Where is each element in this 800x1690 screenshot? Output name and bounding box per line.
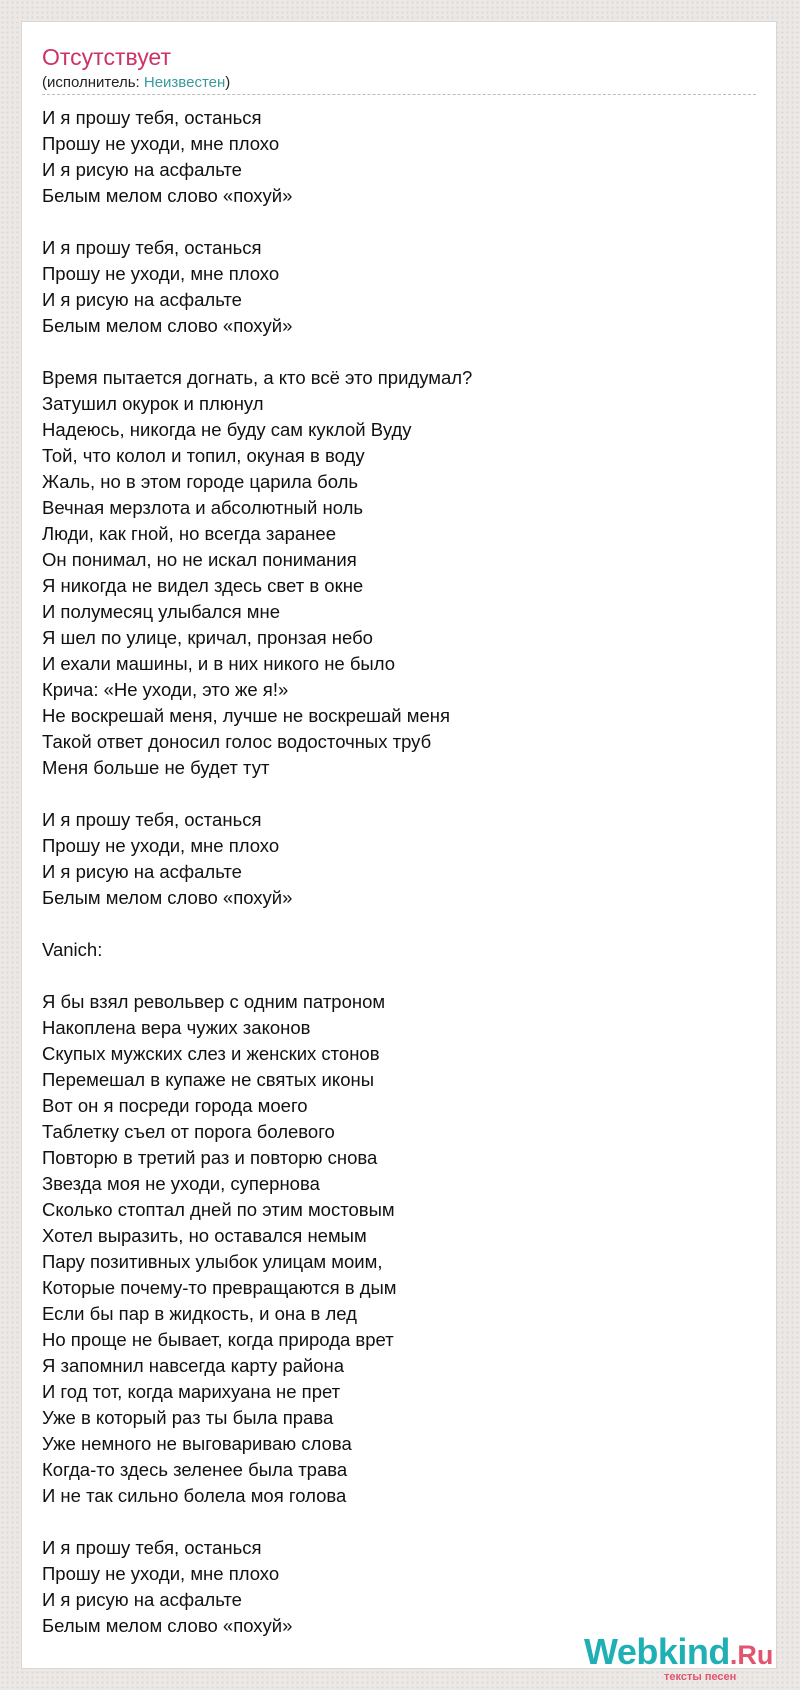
lyric-line: И я рисую на асфальте [42,159,242,180]
lyric-line: Скупых мужских слез и женских стонов [42,1043,380,1064]
lyric-line: И полумесяц улыбался мне [42,601,281,622]
artist-prefix: (исполнитель: [42,74,144,91]
lyric-line: Пару позитивных улыбок улицам моим, [42,1251,383,1272]
stanza-gap [42,209,472,235]
lyric-line: Уже немного не выговариваю слова [42,1433,352,1454]
lyric-line: Звезда моя не уходи, супернова [42,1173,320,1194]
lyric-line: Прошу не уходи, мне плохо [42,133,280,154]
logo-tld: .Ru [729,1640,774,1670]
logo-tagline: тексты песен [664,1671,737,1683]
stanza-gap [42,963,472,989]
lyric-line: Вот он я посреди города моего [42,1095,308,1116]
lyric-line: Белым мелом слово «похуй» [42,1615,293,1636]
lyric-line: Прошу не уходи, мне плохо [42,835,280,856]
lyric-line: И я рисую на асфальте [42,861,242,882]
stanza-gap [42,339,472,365]
lyric-line: Прошу не уходи, мне плохо [42,263,280,284]
lyric-line: Таблетку съел от порога болевого [42,1121,335,1142]
lyric-line: Надеюсь, никогда не буду сам куклой Вуду [42,419,412,440]
lyric-line: Накоплена вера чужих законов [42,1017,311,1038]
lyric-line: И я прошу тебя, останься [42,237,262,258]
lyric-line: Меня больше не будет тут [42,757,270,778]
lyric-line: Когда-то здесь зеленее была трава [42,1459,348,1480]
lyric-line: И я прошу тебя, останься [42,107,262,128]
lyric-line: И я прошу тебя, останься [42,1537,262,1558]
song-title: Отсутствует [42,44,171,70]
lyric-line: Не воскрешай меня, лучше не воскрешай меня [42,705,451,726]
lyric-line: Прошу не уходи, мне плохо [42,1563,280,1584]
lyric-line: Повторю в третий раз и повторю снова [42,1147,378,1168]
lyric-line: Я бы взял револьвер с одним патроном [42,991,386,1012]
lyric-line: Сколько стоптал дней по этим мостовым [42,1199,395,1220]
lyric-line: И ехали машины, и в них никого не было [42,653,396,674]
lyric-line: Люди, как гной, но всегда заранее [42,523,336,544]
lyric-line: Уже в который раз ты была права [42,1407,334,1428]
lyric-line: Крича: «Не уходи, это же я!» [42,679,289,700]
lyric-line: Перемешал в купаже не святых иконы [42,1069,374,1090]
lyric-line: Если бы пар в жидкость, и она в лед [42,1303,357,1324]
title-divider [42,94,756,95]
lyric-line: Я шел по улице, кричал, пронзая небо [42,627,373,648]
stanza-gap [42,781,472,807]
lyric-line: Время пытается догнать, а кто всё это придумал? [42,367,473,388]
lyric-line: И я прошу тебя, останься [42,809,262,830]
logo-wordmark [584,1632,773,1675]
lyric-line: Которые почему-то превращаются в дым [42,1277,397,1298]
artist-line [42,72,230,94]
lyric-line: Той, что колол и топил, окуная в воду [42,445,365,466]
lyric-line: Вечная мерзлота и абсолютный ноль [42,497,364,518]
stanza-gap [42,911,472,937]
logo-word: Webkind [584,1631,730,1672]
lyric-line: Я запомнил навсегда карту района [42,1355,345,1376]
lyrics-card [21,21,777,1683]
stanza-gap [42,1509,472,1535]
artist-link[interactable]: Неизвестен [143,74,226,91]
lyric-line: Белым мелом слово «похуй» [42,185,293,206]
lyric-line: И я рисую на асфальте [42,289,242,310]
lyric-line: Vanich: [42,939,103,960]
lyric-line: И я рисую на асфальте [42,1589,242,1610]
lyrics-text [42,105,472,1639]
lyric-line: Он понимал, но не искал понимания [42,549,357,570]
artist-suffix: ) [225,74,231,91]
webkind-logo[interactable] [584,1632,784,1687]
lyric-line: Такой ответ доносил голос водосточных труб [42,731,432,752]
lyric-line: Белым мелом слово «похуй» [42,315,293,336]
lyric-line: Я никогда не видел здесь свет в окне [42,575,364,596]
lyric-line: Но проще не бывает, когда природа врет [42,1329,394,1350]
lyric-line: И не так сильно болела моя голова [42,1485,347,1506]
lyric-line: Затушил окурок и плюнул [42,393,264,414]
lyric-line: Жаль, но в этом городе царила боль [42,471,359,492]
lyric-line: Белым мелом слово «похуй» [42,887,293,908]
lyric-line: Хотел выразить, но оставался немым [42,1225,367,1246]
lyric-line: И год тот, когда марихуана не прет [42,1381,341,1402]
